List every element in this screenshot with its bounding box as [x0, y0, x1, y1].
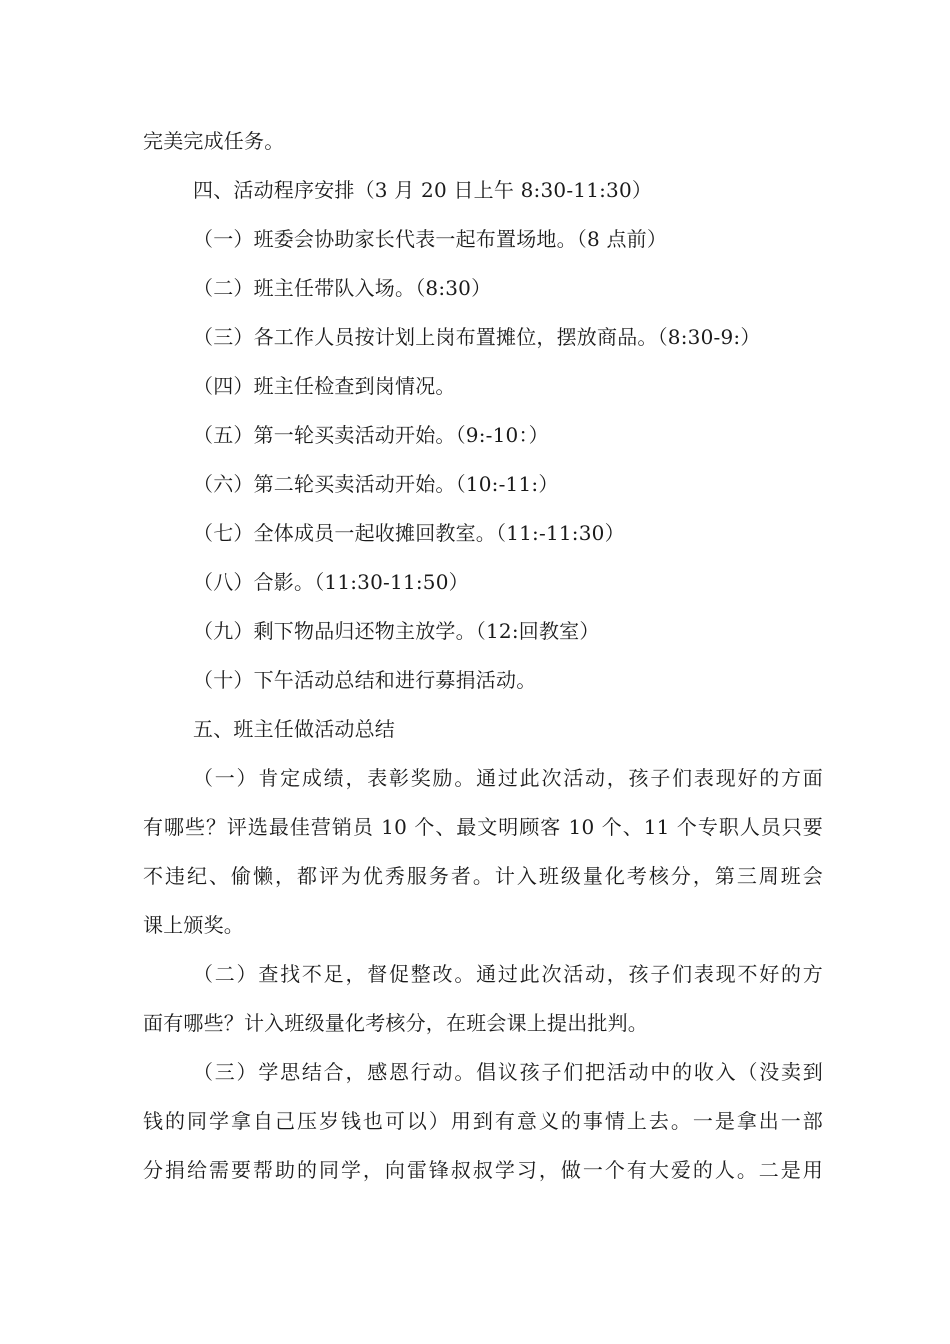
paragraph-line: 分捐给需要帮助的同学，向雷锋叔叔学习，做一个有大爱的人。二是用 — [143, 1158, 823, 1182]
list-item: （一）班委会协助家长代表一起布置场地。（8 点前） — [193, 227, 668, 251]
paragraph-line: 不违纪、偷懒，都评为优秀服务者。计入班级量化考核分，第三周班会 — [143, 864, 823, 888]
list-item: （九）剩下物品归还物主放学。（12:回教室） — [193, 619, 600, 643]
paragraph-line: 有哪些？评选最佳营销员 10 个、最文明顾客 10 个、11 个专职人员只要 — [143, 815, 823, 839]
section-heading: 五、班主任做活动总结 — [193, 717, 395, 741]
text-line: 完美完成任务。 — [143, 129, 285, 153]
paragraph-line: 钱的同学拿自己压岁钱也可以）用到有意义的事情上去。一是拿出一部 — [143, 1109, 823, 1133]
paragraph-line: 面有哪些？计入班级量化考核分，在班会课上提出批判。 — [143, 1011, 648, 1035]
list-item: （四）班主任检查到岗情况。 — [193, 374, 456, 398]
list-item: （二）班主任带队入场。（8:30） — [193, 276, 492, 300]
list-item: （八）合影。（11:30-11:50） — [193, 570, 469, 594]
section-heading: 四、活动程序安排（3 月 20 日上午 8:30-11:30） — [193, 178, 653, 202]
paragraph-line: （三）学思结合，感恩行动。倡议孩子们把活动中的收入（没卖到 — [193, 1060, 823, 1084]
paragraph-line: （一）肯定成绩，表彰奖励。通过此次活动，孩子们表现好的方面 — [193, 766, 823, 790]
paragraph-line: （二）查找不足，督促整改。通过此次活动，孩子们表现不好的方 — [193, 962, 823, 986]
paragraph-line: 课上颁奖。 — [143, 913, 244, 937]
list-item: （七）全体成员一起收摊回教室。（11:-11:30） — [193, 521, 625, 545]
list-item: （十）下午活动总结和进行募捐活动。 — [193, 668, 537, 692]
list-item: （六）第二轮买卖活动开始。（10:-11:） — [193, 472, 559, 496]
list-item: （五）第一轮买卖活动开始。（9:-10：） — [193, 423, 549, 447]
list-item: （三）各工作人员按计划上岗布置摊位，摆放商品。（8:30-9:） — [193, 325, 761, 349]
